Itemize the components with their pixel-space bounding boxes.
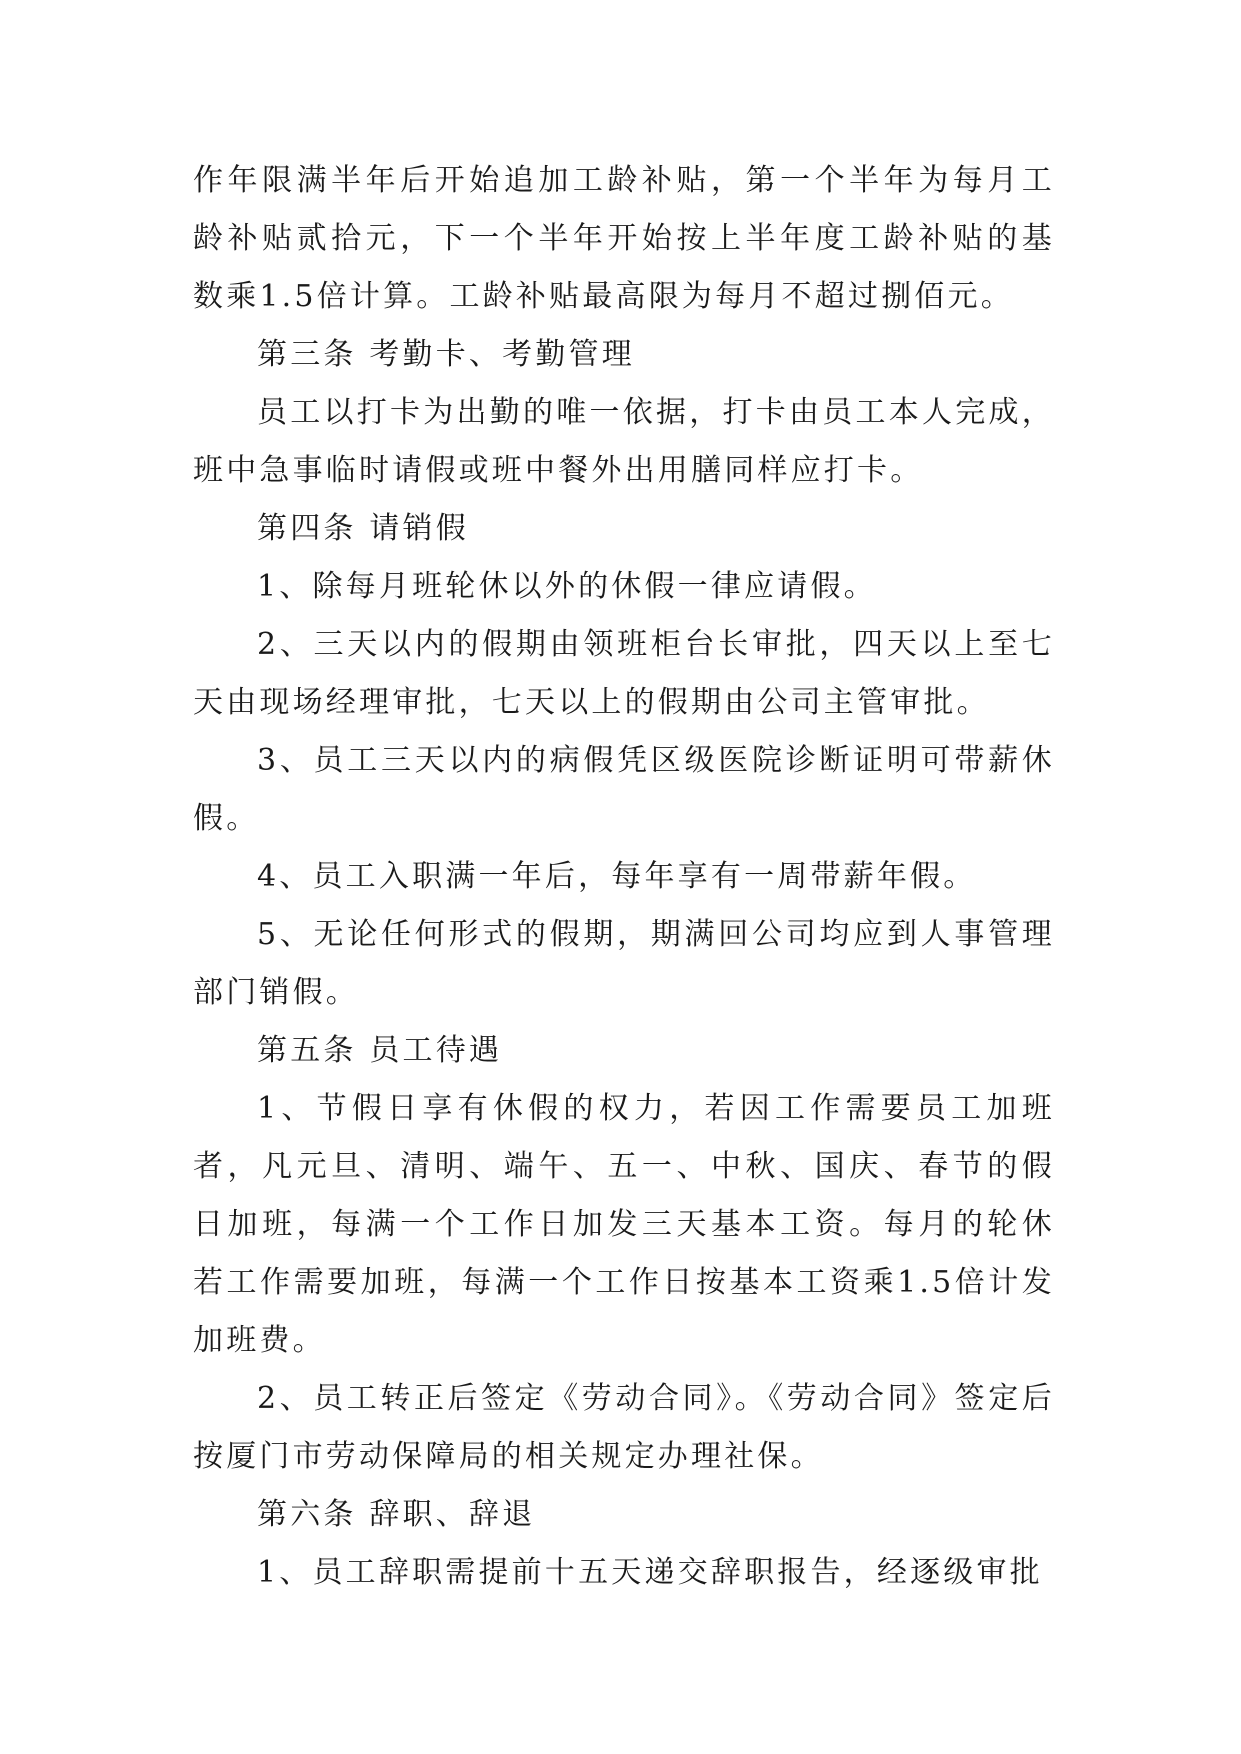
- article-4-item-3: 3、员工三天以内的病假凭区级医院诊断证明可带薪休假。: [193, 743, 1055, 836]
- article-6-heading: 第六条 辞职、辞退: [257, 1497, 536, 1532]
- article-4-item-1: 1、除每月班轮休以外的休假一律应请假。: [257, 569, 877, 604]
- article-4-heading: 第四条 请销假: [257, 511, 469, 546]
- document-page: [193, 152, 1055, 1602]
- article-5-heading: 第五条 员工待遇: [257, 1033, 503, 1068]
- article-5-item-1: 1、节假日享有休假的权力，若因工作需要员工加班者，凡元旦、清明、端午、五一、中秋、国庆、春节的假日加班，每满一个工作日加发三天基本工资。每月的轮休若工作需要加班，每满一个工作日按基本工资乘1.5倍计发加班费。: [193, 1091, 1055, 1358]
- article-4-item-4: 4、员工入职满一年后，每年享有一周带薪年假。: [257, 859, 977, 894]
- article-5-item-2: 2、员工转正后签定《劳动合同》。《劳动合同》签定后按厦门市劳动保障局的相关规定办理社保。: [193, 1381, 1055, 1474]
- article-3-heading: 第三条 考勤卡、考勤管理: [257, 337, 635, 372]
- article-4-item-5: 5、无论任何形式的假期，期满回公司均应到人事管理部门销假。: [193, 917, 1055, 1010]
- article-4-item-2: 2、三天以内的假期由领班柜台长审批，四天以上至七天由现场经理审批，七天以上的假期由公司主管审批。: [193, 627, 1055, 720]
- paragraph-continuation: 作年限满半年后开始追加工龄补贴，第一个半年为每月工龄补贴贰拾元，下一个半年开始按上半年度工龄补贴的基数乘1.5倍计算。工龄补贴最高限为每月不超过捌佰元。: [193, 163, 1055, 314]
- article-6-item-1: 1、员工辞职需提前十五天递交辞职报告，经逐级审批: [257, 1555, 1043, 1590]
- article-3-body: 员工以打卡为出勤的唯一依据，打卡由员工本人完成，班中急事临时请假或班中餐外出用膳同样应打卡。: [193, 395, 1055, 488]
